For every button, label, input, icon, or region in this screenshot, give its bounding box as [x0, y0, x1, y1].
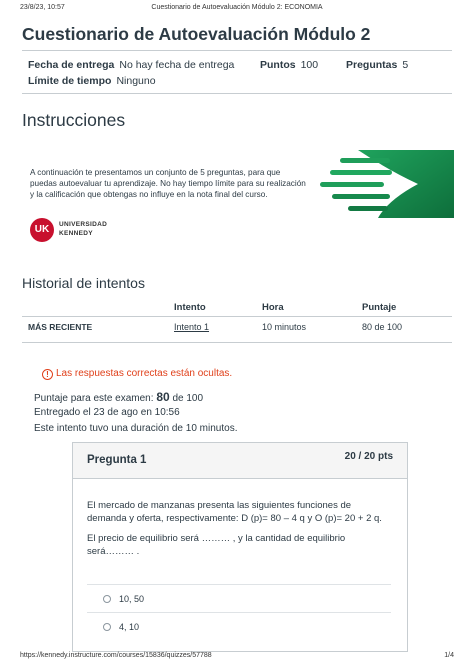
green-stripes-banner [318, 150, 454, 218]
instructions-line: y la calificación que obtengas no influye en la nota final del curso. [30, 190, 268, 200]
university-name [59, 221, 107, 238]
question-text-1-line2: demanda y oferta, respectivamente: D (p)= 80 – 4 q y O (p)= 20 + 2 q. [87, 513, 382, 524]
print-timestamp: 23/8/23, 10:57 [20, 4, 65, 11]
question-text-2-line1: El precio de equilibrio será ……… , y la cantidad de equilibrio [87, 533, 346, 544]
print-url: https://kennedy.instructure.com/courses/15836/quizzes/57788 [20, 652, 212, 659]
table-header-divider [22, 316, 452, 317]
question-text-1-line1: El mercado de manzanas presenta las siguientes funciones de [87, 500, 352, 511]
questions-label: Preguntas [346, 59, 398, 71]
instructions-heading: Instrucciones [22, 110, 126, 130]
print-header [0, 4, 474, 16]
answer-option[interactable] [103, 622, 139, 632]
instructions-line: A continuación te presentamos un conjunto de 5 preguntas, para que [30, 168, 281, 177]
time-limit-value: Ninguno [116, 75, 156, 87]
question-text-2-line2: será……… . [87, 546, 140, 557]
score-prefix: Puntaje para este examen: [34, 393, 154, 404]
due-date-meta [28, 59, 234, 71]
table-bottom-divider [22, 342, 452, 343]
column-header-score: Puntaje [362, 302, 397, 313]
questions-meta [346, 59, 408, 71]
latest-attempt-label: MÁS RECIENTE [28, 322, 93, 332]
time-limit-label: Límite de tiempo [28, 75, 112, 87]
points-label: Puntos [260, 59, 296, 71]
instructions-text [30, 167, 330, 201]
attempt-duration: Este intento tuvo una duración de 10 minutos. [34, 423, 238, 434]
score-suffix: de 100 [172, 393, 204, 404]
answer-option-label: 10, 50 [119, 594, 145, 604]
due-date-label: Fecha de entrega [28, 59, 115, 71]
answer-option[interactable] [103, 594, 144, 604]
option-divider [87, 584, 391, 585]
university-logo: UK [30, 218, 54, 242]
radio-icon[interactable] [103, 595, 111, 603]
hidden-answers-warning [42, 368, 232, 380]
question-card [72, 442, 408, 652]
question-body [87, 499, 395, 565]
question-title: Pregunta 1 [87, 454, 147, 466]
attempt-time: 10 minutos [262, 322, 307, 332]
warning-icon: ! [42, 369, 53, 380]
option-divider [87, 612, 391, 613]
points-meta [260, 59, 318, 71]
attempt-1-link[interactable]: Intento 1 [174, 322, 210, 332]
due-date-value: No hay fecha de entrega [119, 59, 235, 71]
hidden-answers-text: Las respuestas correctas están ocultas. [56, 368, 233, 379]
exam-score [34, 390, 203, 404]
column-header-time: Hora [262, 302, 284, 313]
time-limit-meta [28, 75, 156, 87]
question-header [73, 443, 407, 479]
university-name-line2: KENNEDY [59, 229, 93, 237]
instructions-line: puedas autoevaluar tu aprendizaje. No hay tiempo límite para su realización [30, 179, 306, 189]
page-title: Cuestionario de Autoevaluación Módulo 2 [22, 24, 371, 44]
score-value: 80 [156, 390, 170, 404]
title-divider [22, 50, 452, 51]
question-points: 20 / 20 pts [344, 451, 393, 462]
answer-option-label: 4, 10 [119, 622, 140, 632]
questions-value: 5 [402, 59, 409, 71]
question-text-2 [87, 532, 395, 558]
meta-divider [22, 93, 452, 94]
print-footer [0, 652, 474, 664]
attempt-score: 80 de 100 [362, 322, 403, 332]
print-page-number: 1/4 [444, 652, 454, 659]
column-header-attempt: Intento [174, 302, 206, 313]
submitted-date: Entregado el 23 de ago en 10:56 [34, 407, 180, 418]
print-document-title: Cuestionario de Autoevaluación Módulo 2: ECONOMIA [151, 4, 323, 11]
radio-icon[interactable] [103, 623, 111, 631]
question-text-1 [87, 499, 395, 525]
attempt-history-heading: Historial de intentos [22, 275, 145, 291]
university-name-line1: UNIVERSIDAD [59, 221, 108, 228]
points-value: 100 [300, 59, 319, 71]
